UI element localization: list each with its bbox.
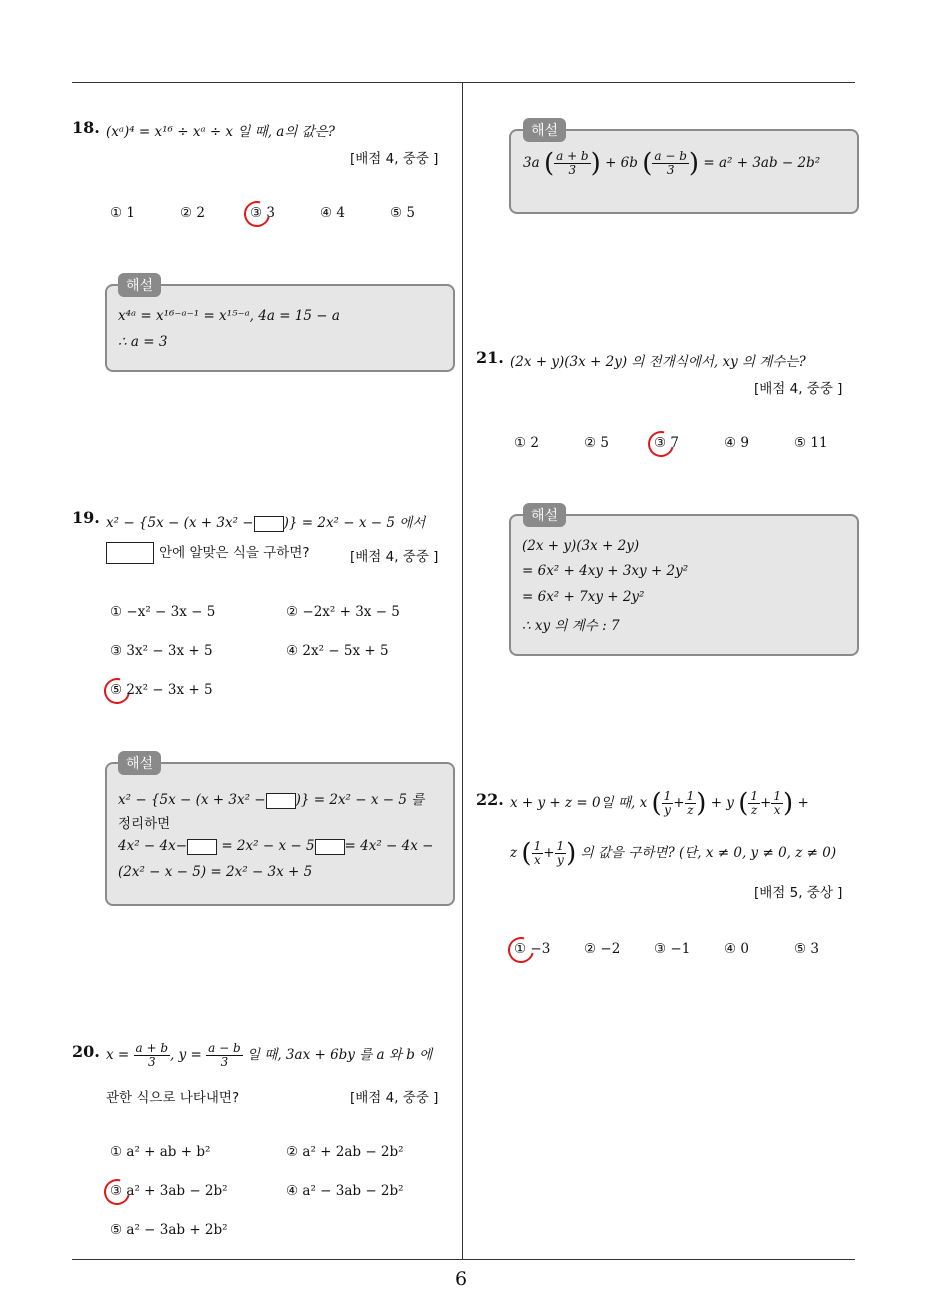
q19-choice-4[interactable]: ④ 2x² − 5x + 5: [286, 643, 389, 659]
q20-solution-frac-2-den: 3: [666, 163, 675, 177]
q20-text-line-1: [106, 1042, 432, 1069]
q22-text-line-2: z ( $\frac{1}{x}$ + $\frac{1}{y}$ ) 의 값을 구하면? (단, x ≠ 0, y ≠ 0, z ≠ 0): [510, 838, 837, 869]
q22-frac-den: y: [664, 803, 671, 817]
q18-choice-2[interactable]: ② 2: [180, 205, 205, 221]
q20-text-line-2: 관한 식으로 나타내면?: [106, 1090, 240, 1106]
q20-answer-mark: [99, 1174, 135, 1210]
q20-solution-label: 해설: [523, 118, 566, 142]
q18-choice-4[interactable]: ④ 4: [320, 205, 345, 221]
q22-frac-1-over-y-2: [555, 840, 567, 867]
q20-fraction-1-num: a + b: [135, 1041, 169, 1055]
q19-text-part-2: )} = 2x² − x − 5 에서: [283, 515, 426, 531]
q18-number: 18.: [72, 118, 100, 137]
q22-frac-1-over-z: [685, 790, 697, 817]
q20-text-y: , y =: [170, 1047, 202, 1063]
q22-paren-close-2: ): [782, 788, 794, 819]
q19-solution-line-3b: = 2x² − x − 5: [221, 838, 315, 854]
q19-choice-5[interactable]: ⑤ 2x² − 3x + 5: [110, 682, 213, 698]
q22-choice-3[interactable]: ③ −1: [654, 941, 691, 957]
q22-text-mid-2: +: [797, 795, 809, 811]
q19-choice-2[interactable]: ② −2x² + 3x − 5: [286, 604, 400, 620]
q20-choice-5[interactable]: ⑤ a² − 3ab + 2b²: [110, 1222, 228, 1238]
q22-frac-num: 1: [750, 789, 759, 803]
q20-choice-4[interactable]: ④ a² − 3ab − 2b²: [286, 1183, 404, 1199]
q22-choice-1[interactable]: ① −3: [514, 941, 551, 957]
q20-number: 20.: [72, 1042, 100, 1061]
q22-text-z: z: [510, 845, 518, 861]
q19-solution-line-2-text: 정리하면: [118, 816, 171, 832]
q21-number: 21.: [476, 348, 504, 367]
q22-paren-open-2: (: [738, 788, 749, 819]
q20-fraction-2: [206, 1042, 243, 1069]
q22-frac-den: z: [751, 803, 758, 817]
q20-solution-coef-b: + 6b: [605, 155, 638, 171]
q21-choice-3[interactable]: ③ 7: [654, 435, 679, 451]
q20-text-x: x =: [106, 1047, 130, 1063]
q21-solution-label: 해설: [523, 503, 566, 527]
q22-choice-4[interactable]: ④ 0: [724, 941, 749, 957]
q20-choice-2[interactable]: ② a² + 2ab − 2b²: [286, 1144, 404, 1160]
q19-solution-blank-3: [315, 839, 345, 855]
q19-number: 19.: [72, 508, 100, 527]
q18-answer-mark: [239, 196, 275, 232]
q18-solution-label: 해설: [118, 273, 161, 297]
q22-frac-den: x: [773, 803, 781, 817]
q22-frac-num: 1: [773, 789, 781, 803]
q19-solution-box: [105, 762, 455, 906]
q20-choice-1[interactable]: ① a² + ab + b²: [110, 1144, 211, 1160]
q21-answer-mark: [643, 426, 679, 462]
q22-frac-num: 1: [686, 789, 695, 803]
q22-frac-1-over-x: [771, 790, 783, 817]
bottom-rule: [72, 1259, 855, 1260]
q22-frac-num: 1: [533, 839, 542, 853]
q22-answer-mark: [503, 932, 539, 968]
q20-score: [배점 4, 중중 ]: [350, 1090, 439, 1106]
q19-solution-line-1b: )} = 2x² − x − 5 를: [295, 792, 425, 808]
q18-choice-5[interactable]: ⑤ 5: [390, 205, 415, 221]
q20-solution-result: = a² + 3ab − 2b²: [703, 155, 821, 171]
q19-choice-3[interactable]: ③ 3x² − 3x + 5: [110, 643, 213, 659]
q19-solution-line-3c: = 4x² − 4x −: [344, 838, 434, 854]
q21-solution-line-1: (2x + y)(3x + 2y): [522, 538, 640, 554]
q19-text-part-1: x² − {5x − (x + 3x² −: [106, 515, 254, 531]
q20-solution-line: [523, 150, 820, 177]
q19-solution-line-4: (2x² − x − 5) = 2x² − 3x + 5: [118, 864, 313, 880]
top-rule: [72, 82, 855, 83]
q19-solution-line-1: [118, 788, 424, 809]
q21-solution-line-2: = 6x² + 4xy + 3xy + 2y²: [522, 563, 689, 579]
q19-solution-blank-2: [187, 839, 217, 855]
q22-text-mid-1: + y: [710, 795, 734, 811]
q19-solution-blank-1: [266, 793, 296, 809]
q22-frac-1-over-x-2: [532, 840, 544, 867]
q20-fraction-2-den: 3: [220, 1055, 229, 1069]
q18-score: [배점 4, 중중 ]: [350, 151, 439, 167]
q22-score: [배점 5, 중상 ]: [754, 885, 843, 901]
q19-blank-box-large: [106, 542, 154, 564]
q20-solution-paren-close-2: ): [688, 148, 700, 179]
q19-text-line-2: [106, 541, 310, 564]
q19-solution-line-3a: 4x² − 4x−: [118, 838, 188, 854]
q19-solution-line-2: [118, 812, 170, 832]
q19-solution-label: 해설: [118, 751, 161, 775]
q21-score: [배점 4, 중중 ]: [754, 381, 843, 397]
q22-frac-1-over-y: [662, 790, 674, 817]
q20-text-rest: 일 때, 3ax + 6by 를 a 와 b 에: [242, 1047, 433, 1063]
q22-frac-den: z: [687, 803, 694, 817]
q21-solution-box: [509, 514, 859, 656]
q20-solution-frac-1: [554, 150, 591, 177]
q21-text: (2x + y)(3x + 2y) 의 전개식에서, xy 의 계수는?: [510, 354, 806, 370]
q22-number: 22.: [476, 790, 504, 809]
q22-text-line-2-rest: 의 값을 구하면? (단, x ≠ 0, y ≠ 0, z ≠ 0): [580, 845, 837, 861]
q22-text-start: x + y + z = 0일 때, x: [510, 795, 648, 811]
q22-paren-close-3: ): [566, 838, 577, 869]
q20-solution-coef-a: 3a: [523, 155, 540, 171]
q19-text-line-1: [106, 511, 425, 532]
q21-choice-4[interactable]: ④ 9: [724, 435, 749, 451]
q20-solution-frac-1-num: a + b: [556, 149, 589, 163]
page-number: 6: [455, 1268, 468, 1290]
q19-text-line-2-label: 안에 알맞은 식을 구하면?: [159, 545, 310, 561]
q21-choice-2[interactable]: ② 5: [584, 435, 609, 451]
q19-solution-line-3: [118, 838, 433, 855]
q20-solution-paren-open-2: (: [642, 148, 653, 179]
q20-solution-frac-2: [652, 150, 689, 177]
q18-choice-3[interactable]: ③ 3: [250, 205, 275, 221]
q22-paren-open-1: (: [651, 788, 662, 819]
q18-text: (xᵃ)⁴ = x¹⁶ ÷ xᵃ ÷ x 일 때, a의 값은?: [106, 124, 335, 140]
q20-solution-paren-close-1: ): [590, 148, 601, 179]
q18-solution-line-2: ∴ a = 3: [118, 334, 168, 350]
q22-text-line-1: x + y + z = 0일 때, x ( $\frac{1}{y}$ + $\frac{1}{z}$ ) + y ( $\frac{1}{z}$ + $\frac{1}{x}$ ) +: [510, 788, 809, 819]
q18-solution-line-1: x⁴ᵃ = x¹⁶⁻ᵃ⁻¹ = x¹⁵⁻ᵃ, 4a = 15 − a: [118, 308, 340, 324]
q22-frac-den: x: [534, 853, 541, 867]
q22-paren-open-3: (: [521, 838, 532, 869]
q20-choice-3[interactable]: ③ a² + 3ab − 2b²: [110, 1183, 228, 1199]
q20-fraction-1-den: 3: [147, 1055, 156, 1069]
column-divider: [462, 82, 463, 1260]
q19-score: [배점 4, 중중 ]: [350, 549, 439, 565]
q21-solution-line-3: = 6x² + 7xy + 2y²: [522, 589, 645, 605]
q18-solution-box: [105, 284, 455, 372]
q20-solution-frac-2-num: a − b: [654, 149, 687, 163]
q18-choice-1[interactable]: ① 1: [110, 205, 135, 221]
q21-choice-5[interactable]: ⑤ 11: [794, 435, 828, 451]
q19-answer-mark: [99, 673, 135, 709]
q20-fraction-1: [134, 1042, 171, 1069]
q22-frac-1-over-z-2: [748, 790, 760, 817]
q22-paren-close-1: ): [696, 788, 707, 819]
q22-frac-num: 1: [663, 789, 672, 803]
q22-choice-5[interactable]: ⑤ 3: [794, 941, 819, 957]
q22-frac-num: 1: [556, 839, 565, 853]
q20-solution-paren-open-1: (: [543, 148, 555, 179]
q21-choice-1[interactable]: ① 2: [514, 435, 539, 451]
q22-choice-2[interactable]: ② −2: [584, 941, 621, 957]
q19-solution-line-1a: x² − {5x − (x + 3x² −: [118, 792, 266, 808]
q21-solution-line-4: ∴ xy 의 계수 : 7: [522, 618, 620, 634]
q22-frac-den: y: [556, 853, 564, 867]
q19-blank-box: [254, 516, 284, 532]
q19-choice-1[interactable]: ① −x² − 3x − 5: [110, 604, 216, 620]
q20-solution-frac-1-den: 3: [568, 163, 577, 177]
q20-fraction-2-num: a − b: [208, 1041, 241, 1055]
